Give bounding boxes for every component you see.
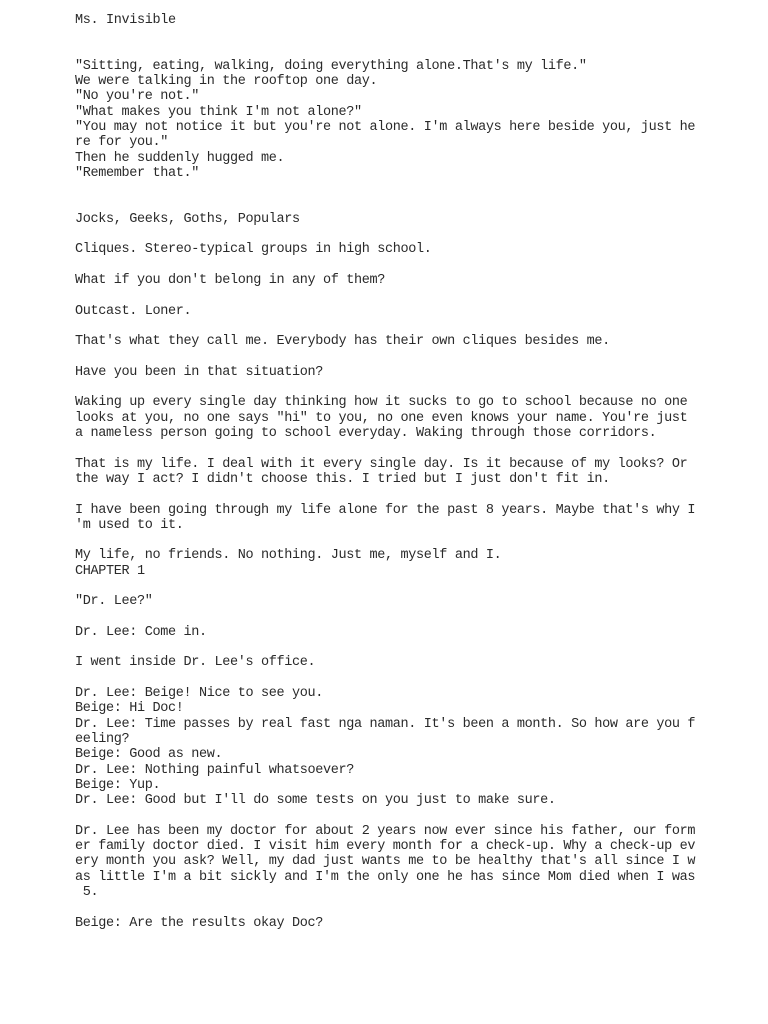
text-line: Dr. Lee: Come in. <box>75 624 207 640</box>
text-line: Dr. Lee: Good but I'll do some tests on you just to make sure. <box>75 793 556 809</box>
text-line: Waking up every single day thinking how it sucks to go to school because no one <box>75 395 688 411</box>
text-line: My life, no friends. No nothing. Just me, myself and I. <box>75 548 502 564</box>
text-line: That is my life. I deal with it every single day. Is it because of my looks? Or <box>75 456 688 472</box>
text-line: Beige: Hi Doc! <box>75 701 184 717</box>
text-line: Then he suddenly hugged me. <box>75 150 285 166</box>
text-line: Dr. Lee: Time passes by real fast nga naman. It's been a month. So how are you f <box>75 716 696 732</box>
text-line: Beige: Yup. <box>75 777 161 793</box>
text-line: looks at you, no one says "hi" to you, no one even knows your name. You're just <box>75 410 688 426</box>
text-line: CHAPTER 1 <box>75 563 145 579</box>
text-line: I went inside Dr. Lee's office. <box>75 655 316 671</box>
text-line: What if you don't belong in any of them? <box>75 273 386 289</box>
text-line: That's what they call me. Everybody has their own cliques besides me. <box>75 334 610 350</box>
blank-line <box>75 197 695 212</box>
text-line: Have you been in that situation? <box>75 364 324 380</box>
text-line: Dr. Lee has been my doctor for about 2 years now ever since his father, our form <box>75 823 696 839</box>
text-line: "Dr. Lee?" <box>75 594 153 610</box>
text-line: Outcast. Loner. <box>75 303 192 319</box>
blank-line <box>75 610 695 625</box>
blank-line <box>75 579 695 594</box>
text-line: "You may not notice it but you're not alone. I'm always here beside you, just he <box>75 120 696 136</box>
blank-line <box>75 181 695 196</box>
blank-line <box>75 258 695 273</box>
text-line: "No you're not." <box>75 89 200 105</box>
blank-line <box>75 227 695 242</box>
blank-line <box>75 808 695 823</box>
text-line: 'm used to it. <box>75 517 184 533</box>
blank-line <box>75 319 695 334</box>
text-line: 5. <box>75 884 99 900</box>
blank-line <box>75 44 695 59</box>
text-line: "What makes you think I'm not alone?" <box>75 104 362 120</box>
text-line: We were talking in the rooftop one day. <box>75 74 378 90</box>
text-line: Jocks, Geeks, Goths, Populars <box>75 211 300 227</box>
text-line: Cliques. Stereo-typical groups in high school. <box>75 242 432 258</box>
text-line: Beige: Are the results okay Doc? <box>75 915 324 931</box>
text-line: a nameless person going to school everyday. Waking through those corridors. <box>75 426 657 442</box>
text-line: as little I'm a bit sickly and I'm the only one he has since Mom died when I was <box>75 869 696 885</box>
blank-line <box>75 28 695 43</box>
text-line: re for you." <box>75 135 169 151</box>
text-line: "Sitting, eating, walking, doing everything alone.That's my life." <box>75 58 587 74</box>
text-line: er family doctor died. I visit him every month for a check-up. Why a check-up ev <box>75 839 696 855</box>
text-line: Ms. Invisible <box>75 13 176 28</box>
blank-line <box>75 671 695 686</box>
text-line: ery month you ask? Well, my dad just wants me to be healthy that's all since I w <box>75 854 696 870</box>
blank-line <box>75 533 695 548</box>
text-line: Dr. Lee: Beige! Nice to see you. <box>75 686 324 702</box>
blank-line <box>75 380 695 395</box>
text-line: Dr. Lee: Nothing painful whatsoever? <box>75 762 355 778</box>
text-line: eeling? <box>75 731 130 747</box>
blank-line <box>75 288 695 303</box>
blank-line <box>75 487 695 502</box>
document-page <box>75 13 695 931</box>
blank-line <box>75 441 695 456</box>
blank-line <box>75 350 695 365</box>
text-line: the way I act? I didn't choose this. I tried but I just don't fit in. <box>75 471 610 487</box>
blank-line <box>75 640 695 655</box>
blank-line <box>75 900 695 915</box>
text-line: "Remember that." <box>75 165 200 181</box>
text-line: Beige: Good as new. <box>75 747 223 763</box>
text-line: I have been going through my life alone for the past 8 years. Maybe that's why I <box>75 502 696 518</box>
